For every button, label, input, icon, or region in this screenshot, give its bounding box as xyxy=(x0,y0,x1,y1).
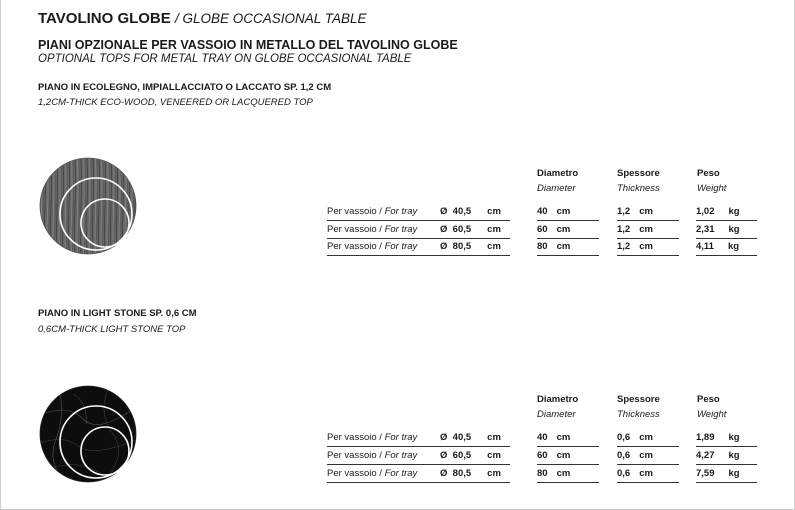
table-row: Per vassoio / For tray Ø 60,5 cm 60 cm 0,6 cm 4,27 kg xyxy=(327,447,757,465)
header-weight-stone: Peso Weight xyxy=(697,394,727,420)
section-heading-stone: PIANO IN LIGHT STONE SP. 0,6 CM xyxy=(38,308,197,319)
header-thickness-stone: Spessore Thickness xyxy=(617,394,660,420)
table-row: Per vassoio / For tray Ø 60,5 cm 60 cm 1,2 cm 2,31 kg xyxy=(327,221,757,239)
header-thickness-wood: Spessore Thickness xyxy=(617,168,660,194)
table-row: Per vassoio / For tray Ø 40,5 cm 40 cm 0,6 cm 1,89 kg xyxy=(327,429,757,447)
section-heading-wood: PIANO IN ECOLEGNO, IMPIALLACCIATO O LACCATO SP. 1,2 CM xyxy=(38,82,332,93)
table-row: Per vassoio / For tray Ø 40,5 cm 40 cm 1,2 cm 1,02 kg xyxy=(327,203,757,221)
wood-disc-icon xyxy=(38,156,138,256)
subtitle-english: OPTIONAL TOPS FOR METAL TRAY ON GLOBE OCCASIONAL TABLE xyxy=(38,53,412,65)
title-bold: TAVOLINO GLOBE xyxy=(38,10,171,27)
header-diameter-stone: Diametro Diameter xyxy=(537,394,579,420)
section-subheading-stone: 0,6CM-THICK LIGHT STONE TOP xyxy=(38,324,186,335)
subtitle-italian: PIANI OPZIONALE PER VASSOIO IN METALLO DEL TAVOLINO GLOBE xyxy=(38,38,458,52)
section-subheading-wood: 1,2CM-THICK ECO-WOOD, VENEERED OR LACQUERED TOP xyxy=(38,97,313,108)
table-row: Per vassoio / For tray Ø 80,5 cm 80 cm 1,2 cm 4,11 kg xyxy=(327,238,757,256)
header-diameter-wood: Diametro Diameter xyxy=(537,168,579,194)
header-weight-wood: Peso Weight xyxy=(697,168,727,194)
stone-disc-icon xyxy=(38,384,138,484)
title-italic: / GLOBE OCCASIONAL TABLE xyxy=(174,11,367,26)
table-row: Per vassoio / For tray Ø 80,5 cm 80 cm 0,6 cm 7,59 kg xyxy=(327,465,757,483)
page-title xyxy=(38,10,367,27)
